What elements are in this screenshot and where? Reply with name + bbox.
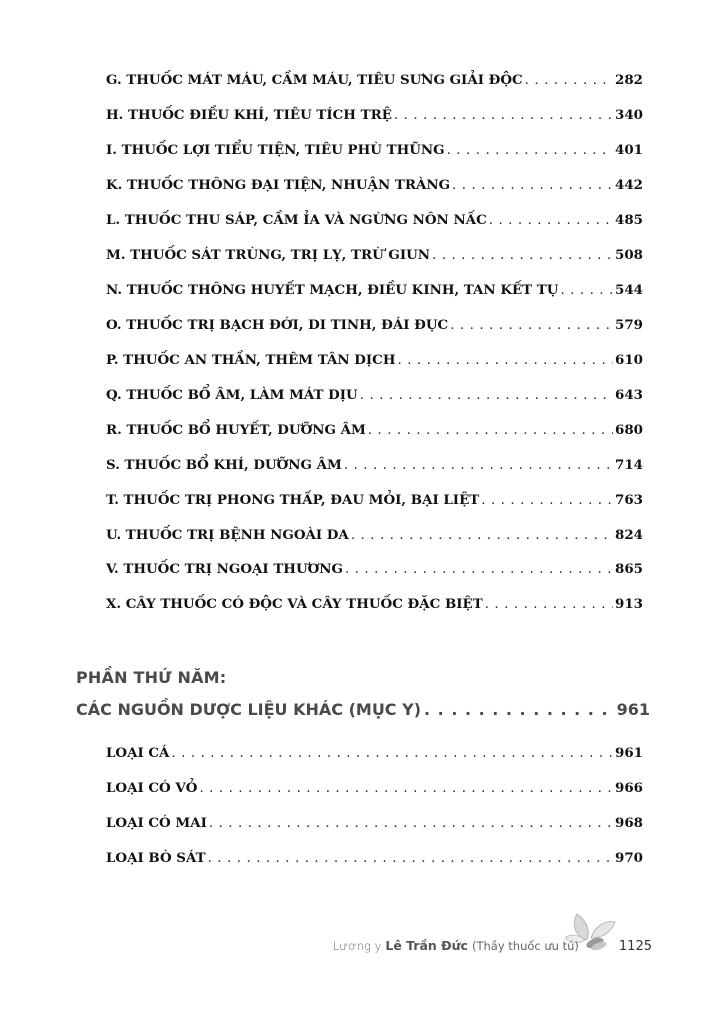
toc-entry-label: T. THUỐC TRỊ PHONG THẤP, ĐAU MỎI, BẠI LIỆT [106,492,480,508]
toc-entry-label: L. THUỐC THU SÁP, CẦM ỈA VÀ NGỪNG NÔN NẤC [106,212,487,228]
toc-entry-u[interactable] [106,527,643,543]
sub-entry-label: LOẠI BÒ SÁT [106,850,206,866]
toc-entry-q[interactable] [106,387,643,403]
page-footer [300,938,652,964]
part-page: 961 [616,700,650,719]
toc-entry-o[interactable] [106,317,643,333]
toc-entry-m[interactable] [106,247,643,263]
dot-leader [208,850,613,866]
dot-leader [368,422,613,438]
toc-entry-page: 763 [615,492,643,508]
part-title: CÁC NGUỒN DƯỢC LIỆU KHÁC (MỤC Y) [76,700,422,719]
toc-entry-n[interactable] [106,282,643,298]
dot-leader [481,492,613,508]
dot-leader [525,72,613,88]
sub-entry-page: 968 [615,815,643,831]
toc-entry-page: 544 [615,282,643,298]
toc-entry-g[interactable] [106,72,643,88]
author-prefix: Lương y [332,939,382,953]
toc-entry-page: 680 [615,422,643,438]
dot-leader [344,457,613,473]
dot-leader [397,352,613,368]
toc-entry-label: V. THUỐC TRỊ NGOẠI THƯƠNG [106,561,343,577]
dot-leader [171,745,613,761]
toc-entry-label: M. THUỐC SÁT TRÙNG, TRỊ LỴ, TRỪ GIUN [106,247,431,263]
dot-leader [489,212,613,228]
dot-leader [199,780,613,796]
dot-leader [424,700,614,719]
dot-leader [432,247,613,263]
sub-entry-bo-sat[interactable] [106,850,643,866]
part-title-entry[interactable] [76,700,650,719]
toc-entry-page: 401 [615,142,643,158]
sub-entry-co-mai[interactable] [106,815,643,831]
sub-entry-label: LOẠI CÓ MAI [106,815,207,831]
author-title: (Thầy thuốc ưu tú) [471,939,579,953]
dot-leader [450,317,613,333]
toc-entry-label: N. THUỐC THÔNG HUYẾT MẠCH, ĐIỀU KINH, TAN KẾT TỤ [106,282,559,298]
toc-entry-page: 442 [615,177,643,193]
toc-entry-page: 508 [615,247,643,263]
dot-leader [351,527,613,543]
toc-entry-t[interactable] [106,492,643,508]
toc-entry-r[interactable] [106,422,643,438]
toc-entry-label: O. THUỐC TRỊ BẠCH ĐỚI, DI TINH, ĐÁI ĐỤC [106,317,449,333]
toc-entry-s[interactable] [106,457,643,473]
sub-entry-label: LOẠI CÁ [106,745,170,761]
toc-entry-label: I. THUỐC LỢI TIỂU TIỆN, TIÊU PHÙ THŨNG [106,142,445,158]
dot-leader [345,561,613,577]
toc-entry-page: 610 [615,352,643,368]
sub-entry-page: 961 [615,745,643,761]
toc-entry-label: U. THUỐC TRỊ BỆNH NGOÀI DA [106,527,349,543]
sub-entry-ca[interactable] [106,745,643,761]
dot-leader [485,596,613,612]
toc-entry-page: 714 [615,457,643,473]
toc-entry-label: S. THUỐC BỔ KHÍ, DƯỠNG ÂM [106,457,342,473]
dot-leader [360,387,613,403]
toc-entry-page: 485 [615,212,643,228]
author-name: Lê Trần Đức [385,938,468,953]
toc-entry-v[interactable] [106,561,643,577]
toc-entry-page: 579 [615,317,643,333]
sub-entry-label: LOẠI CÓ VỎ [106,780,198,796]
toc-entry-h[interactable] [106,107,643,123]
dot-leader [560,282,613,298]
dot-leader [394,107,613,123]
toc-entry-label: Q. THUỐC BỔ ÂM, LÀM MÁT DỊU [106,387,358,403]
toc-entry-page: 643 [615,387,643,403]
toc-entry-page: 340 [615,107,643,123]
toc-entry-label: P. THUỐC AN THẦN, THÊM TÂN DỊCH [106,352,396,368]
toc-entry-x[interactable] [106,596,643,612]
toc-entry-label: G. THUỐC MÁT MÁU, CẦM MÁU, TIÊU SƯNG GIẢI ĐỘC [106,72,523,88]
toc-entry-page: 282 [615,72,643,88]
toc-entry-page: 913 [615,596,643,612]
toc-entry-label: X. CÂY THUỐC CÓ ĐỘC VÀ CÂY THUỐC ĐẶC BIỆT [106,596,483,612]
dot-leader [209,815,613,831]
toc-entry-i[interactable] [106,142,643,158]
toc-entry-k[interactable] [106,177,643,193]
sub-entry-page: 970 [615,850,643,866]
toc-entry-label: R. THUỐC BỔ HUYẾT, DƯỠNG ÂM [106,422,366,438]
toc-entry-page: 824 [615,527,643,543]
page-number: 1125 [618,939,652,954]
toc-entry-label: K. THUỐC THÔNG ĐẠI TIỆN, NHUẬN TRÀNG [106,177,451,193]
dot-leader [447,142,613,158]
sub-entry-page: 966 [615,780,643,796]
toc-entry-l[interactable] [106,212,643,228]
toc-entry-p[interactable] [106,352,643,368]
toc-entry-label: H. THUỐC ĐIỀU KHÍ, TIÊU TÍCH TRỆ [106,107,392,123]
part-heading: PHẦN THỨ NĂM: [76,668,227,687]
toc-entry-page: 865 [615,561,643,577]
sub-entry-co-vo[interactable] [106,780,643,796]
dot-leader [452,177,613,193]
